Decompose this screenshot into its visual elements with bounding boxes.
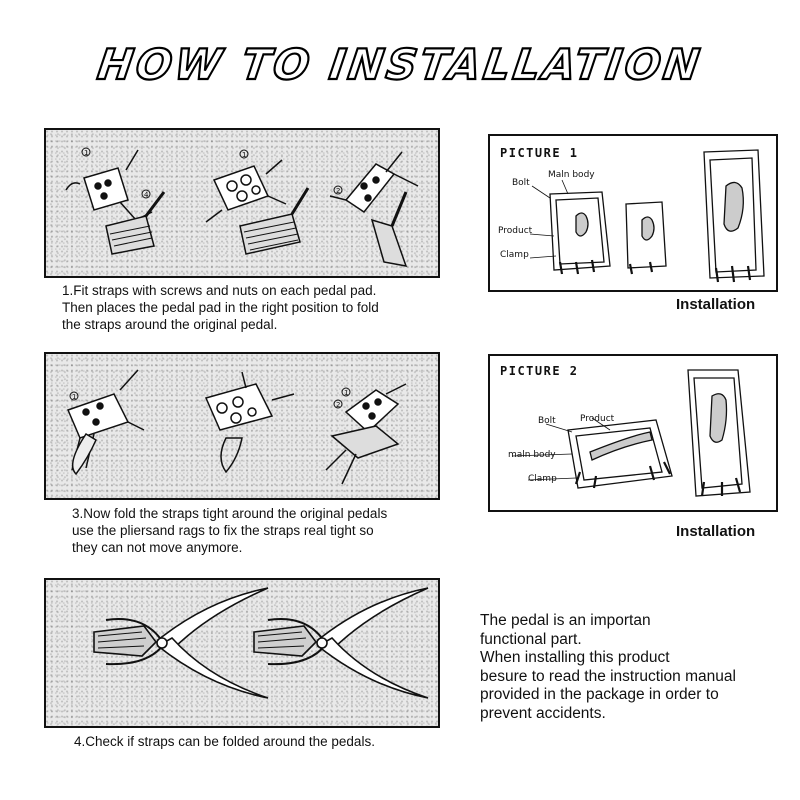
step3-illustration xyxy=(44,352,440,500)
label-bolt: Bolt xyxy=(538,416,556,426)
label-clamp: Clamp xyxy=(500,250,529,260)
step-number: 1 xyxy=(242,151,247,159)
step-number: 2 xyxy=(336,401,341,409)
step1-drawing xyxy=(46,130,438,276)
step-number: 2 xyxy=(336,187,341,195)
step4-caption xyxy=(74,733,375,750)
step-number: 1 xyxy=(72,393,77,401)
caption-line: Then places the pedal pad in the right position to fold xyxy=(62,300,379,315)
step3-drawing xyxy=(46,354,438,498)
label-product: Product xyxy=(580,414,615,424)
label-main-body: maln body xyxy=(508,450,556,460)
step4-drawing xyxy=(46,580,438,726)
picture2-drawing xyxy=(490,356,776,510)
page-title: HOW TO INSTALLATION xyxy=(94,40,706,89)
safety-note xyxy=(480,612,736,724)
note-line: The pedal is an importan xyxy=(480,612,651,629)
caption-line: they can not move anymore. xyxy=(72,540,243,555)
picture1-title: PICTURE 1 xyxy=(500,146,579,160)
picture2-caption: Installation xyxy=(676,523,756,540)
step1-illustration xyxy=(44,128,440,278)
step1-caption xyxy=(62,282,379,333)
note-line: functional part. xyxy=(480,630,582,648)
caption-line: 4.Check if straps can be folded around the pedals. xyxy=(74,734,375,749)
pliers-jaw xyxy=(94,626,156,656)
note-line: prevent accidents. xyxy=(480,704,606,722)
caption-line: 1.Fit straps with screws and nuts on each pedal pad. xyxy=(62,283,377,298)
caption-line: the straps around the original pedal. xyxy=(62,317,278,332)
note-line: besure to read the instruction manual xyxy=(480,667,736,685)
caption-line: 3.Now fold the straps tight around the original pedals xyxy=(72,506,388,521)
step-number: 4 xyxy=(144,191,149,199)
label-bolt: Bolt xyxy=(512,178,530,188)
picture2-panel xyxy=(488,354,778,512)
step4-illustration xyxy=(44,578,440,728)
picture1-panel xyxy=(488,134,778,292)
step-number: 1 xyxy=(344,389,349,397)
note-line: When installing this product xyxy=(480,649,670,667)
step3-caption xyxy=(72,505,387,556)
picture2-title: PICTURE 2 xyxy=(500,364,579,378)
label-product: Product xyxy=(498,226,533,236)
picture1-caption: Installation xyxy=(676,296,756,313)
caption-line: use the pliersand rags to fix the straps real tight so xyxy=(72,523,374,538)
original-pedal xyxy=(106,216,154,254)
step-number: 1 xyxy=(84,149,89,157)
label-main-body: Maln body xyxy=(548,170,595,180)
note-line: provided in the package in order to xyxy=(480,686,719,704)
label-clamp: Clamp xyxy=(528,474,557,484)
